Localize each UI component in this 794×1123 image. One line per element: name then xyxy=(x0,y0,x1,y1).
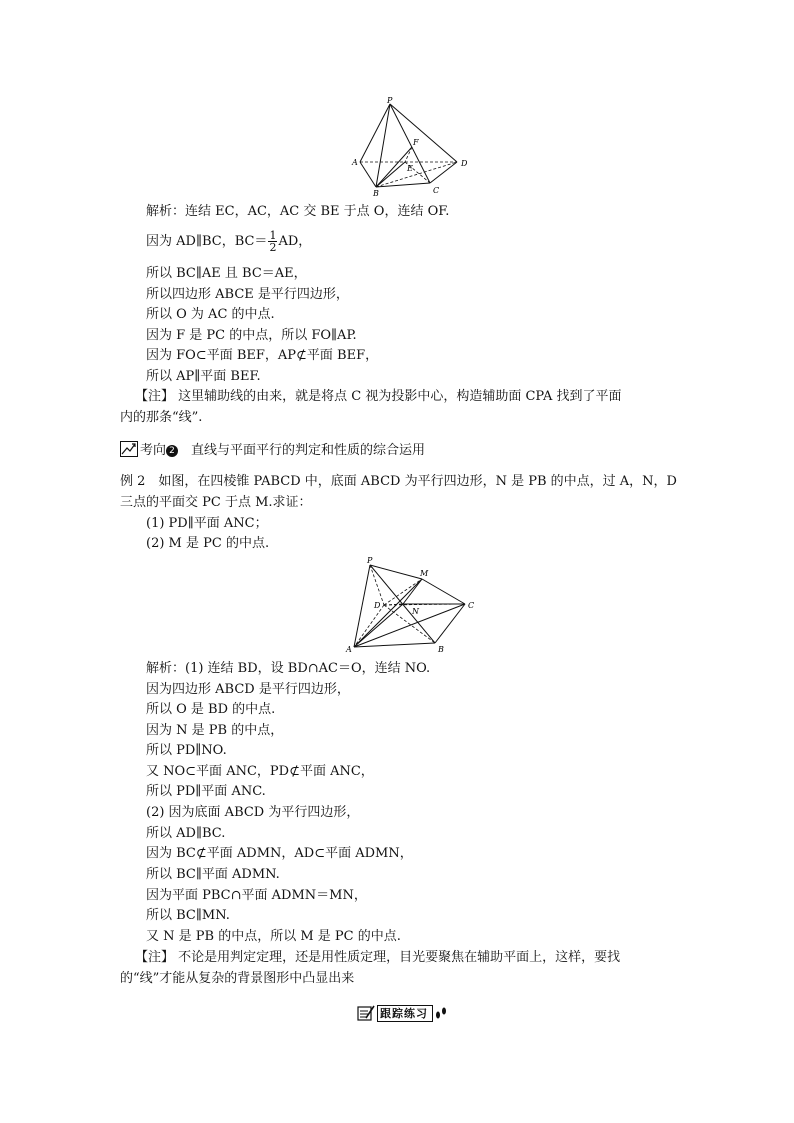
solution2-line: 所以 AD∥BC. xyxy=(146,826,226,841)
solution2-note-line2: 的“线”才能从复杂的背景图形中凸显出来 xyxy=(120,971,355,986)
figure1-label-c: C xyxy=(433,186,440,195)
section-number-badge: 2 xyxy=(166,445,178,457)
solution2-line: 因为 BC⊄平面 ADMN，AD⊂平面 ADMN， xyxy=(146,846,413,861)
solution1-line4: 所以四边形 ABCE 是平行四边形， xyxy=(146,287,349,302)
solution2-line: 所以 BC∥平面 ADMN. xyxy=(146,867,280,882)
solution2-line: 因为平面 PBC∩平面 ADMN＝MN， xyxy=(146,888,367,903)
figure2-label-b: B xyxy=(438,645,444,654)
solution1-line2-prefix: 因为 AD∥BC，BC＝ xyxy=(146,234,268,249)
solution1-line8: 所以 AP∥平面 BEF. xyxy=(146,369,261,384)
solution2-note-line1: 【注】 不论是用判定定理，还是用性质定理，目光要聚焦在辅助平面上，这样，要找 xyxy=(135,950,621,965)
fraction-denominator: 2 xyxy=(269,241,277,254)
solution2-line: 解析：(1) 连结 BD，设 BD∩AC＝O，连结 NO. xyxy=(146,661,431,676)
solution1-note-line2: 内的那条“线”. xyxy=(120,410,203,425)
solution1-line2-suffix: AD， xyxy=(278,234,312,249)
follow-up-practice-badge xyxy=(357,1004,449,1022)
pencil-notebook-icon xyxy=(357,1005,377,1022)
solution1-note-line1: 【注】 这里辅助线的由来，就是将点 C 视为投影中心，构造辅助面 CPA 找到了平面 xyxy=(135,389,622,404)
solution1-line1: 解析：连结 EC，AC，AC 交 BE 于点 O，连结 OF. xyxy=(146,204,450,219)
solution2-line: 因为四边形 ABCD 是平行四边形， xyxy=(146,682,350,697)
example2-question2: (2) M 是 PC 的中点. xyxy=(146,536,270,551)
example2-line1: 例 2 如图，在四棱锥 PABCD 中，底面 ABCD 为平行四边形，N 是 PB 的中点，过 A，N，D xyxy=(120,474,677,489)
figure2-label-n: N xyxy=(412,607,419,616)
figure1-label-p: P xyxy=(387,96,393,105)
solution2-line: 所以 PD∥平面 ANC. xyxy=(146,784,266,799)
example2-line2: 三点的平面交 PC 于点 M.求证： xyxy=(120,495,312,510)
solution1-line6: 因为 F 是 PC 的中点，所以 FO∥AP. xyxy=(146,328,357,343)
figure1-label-d: D xyxy=(461,159,468,168)
section-title: 直线与平面平行的判定和性质的综合运用 xyxy=(191,443,426,458)
section-heading xyxy=(120,441,425,460)
solution2-line: 又 N 是 PB 的中点，所以 M 是 PC 的中点. xyxy=(146,929,401,944)
figure-pyramid-2 xyxy=(340,553,490,658)
figure1-label-e: E xyxy=(407,164,413,173)
figure2-label-c: C xyxy=(468,601,475,610)
solution1-line5: 所以 O 为 AC 的中点. xyxy=(146,307,275,322)
figure2-label-d: D xyxy=(374,601,381,610)
figure2-label-a: A xyxy=(346,645,352,654)
solution2-line: (2) 因为底面 ABCD 为平行四边形， xyxy=(146,805,360,820)
figure2-label-m: M xyxy=(420,569,429,578)
example2-question1: (1) PD∥平面 ANC； xyxy=(146,516,268,531)
follow-up-practice-label: 跟踪练习 xyxy=(377,1005,433,1022)
solution2-line: 所以 O 是 BD 的中点. xyxy=(146,702,276,717)
figure2-label-p: P xyxy=(367,556,373,565)
solution2-line: 所以 BC∥MN. xyxy=(146,908,230,923)
solution2-line: 又 NO⊂平面 ANC，PD⊄平面 ANC， xyxy=(146,764,374,779)
solution1-line2 xyxy=(146,230,311,253)
fraction-numerator: 1 xyxy=(269,229,277,242)
solution2-line: 所以 PD∥NO. xyxy=(146,743,227,758)
fraction-one-half xyxy=(268,230,277,253)
solution1-line3: 所以 BC∥AE 且 BC＝AE， xyxy=(146,266,307,281)
figure1-label-a: A xyxy=(352,158,358,167)
figure-pyramid-1 xyxy=(345,95,475,200)
figure1-label-b: B xyxy=(373,189,379,198)
solution1-line7: 因为 FO⊂平面 BEF，AP⊄平面 BEF， xyxy=(146,348,379,363)
figure1-label-f: F xyxy=(413,138,419,147)
trend-arrow-icon xyxy=(120,441,138,457)
footprints-icon xyxy=(433,1005,449,1022)
section-prefix: 考向 xyxy=(140,443,167,458)
solution2-line: 因为 N 是 PB 的中点， xyxy=(146,723,284,738)
